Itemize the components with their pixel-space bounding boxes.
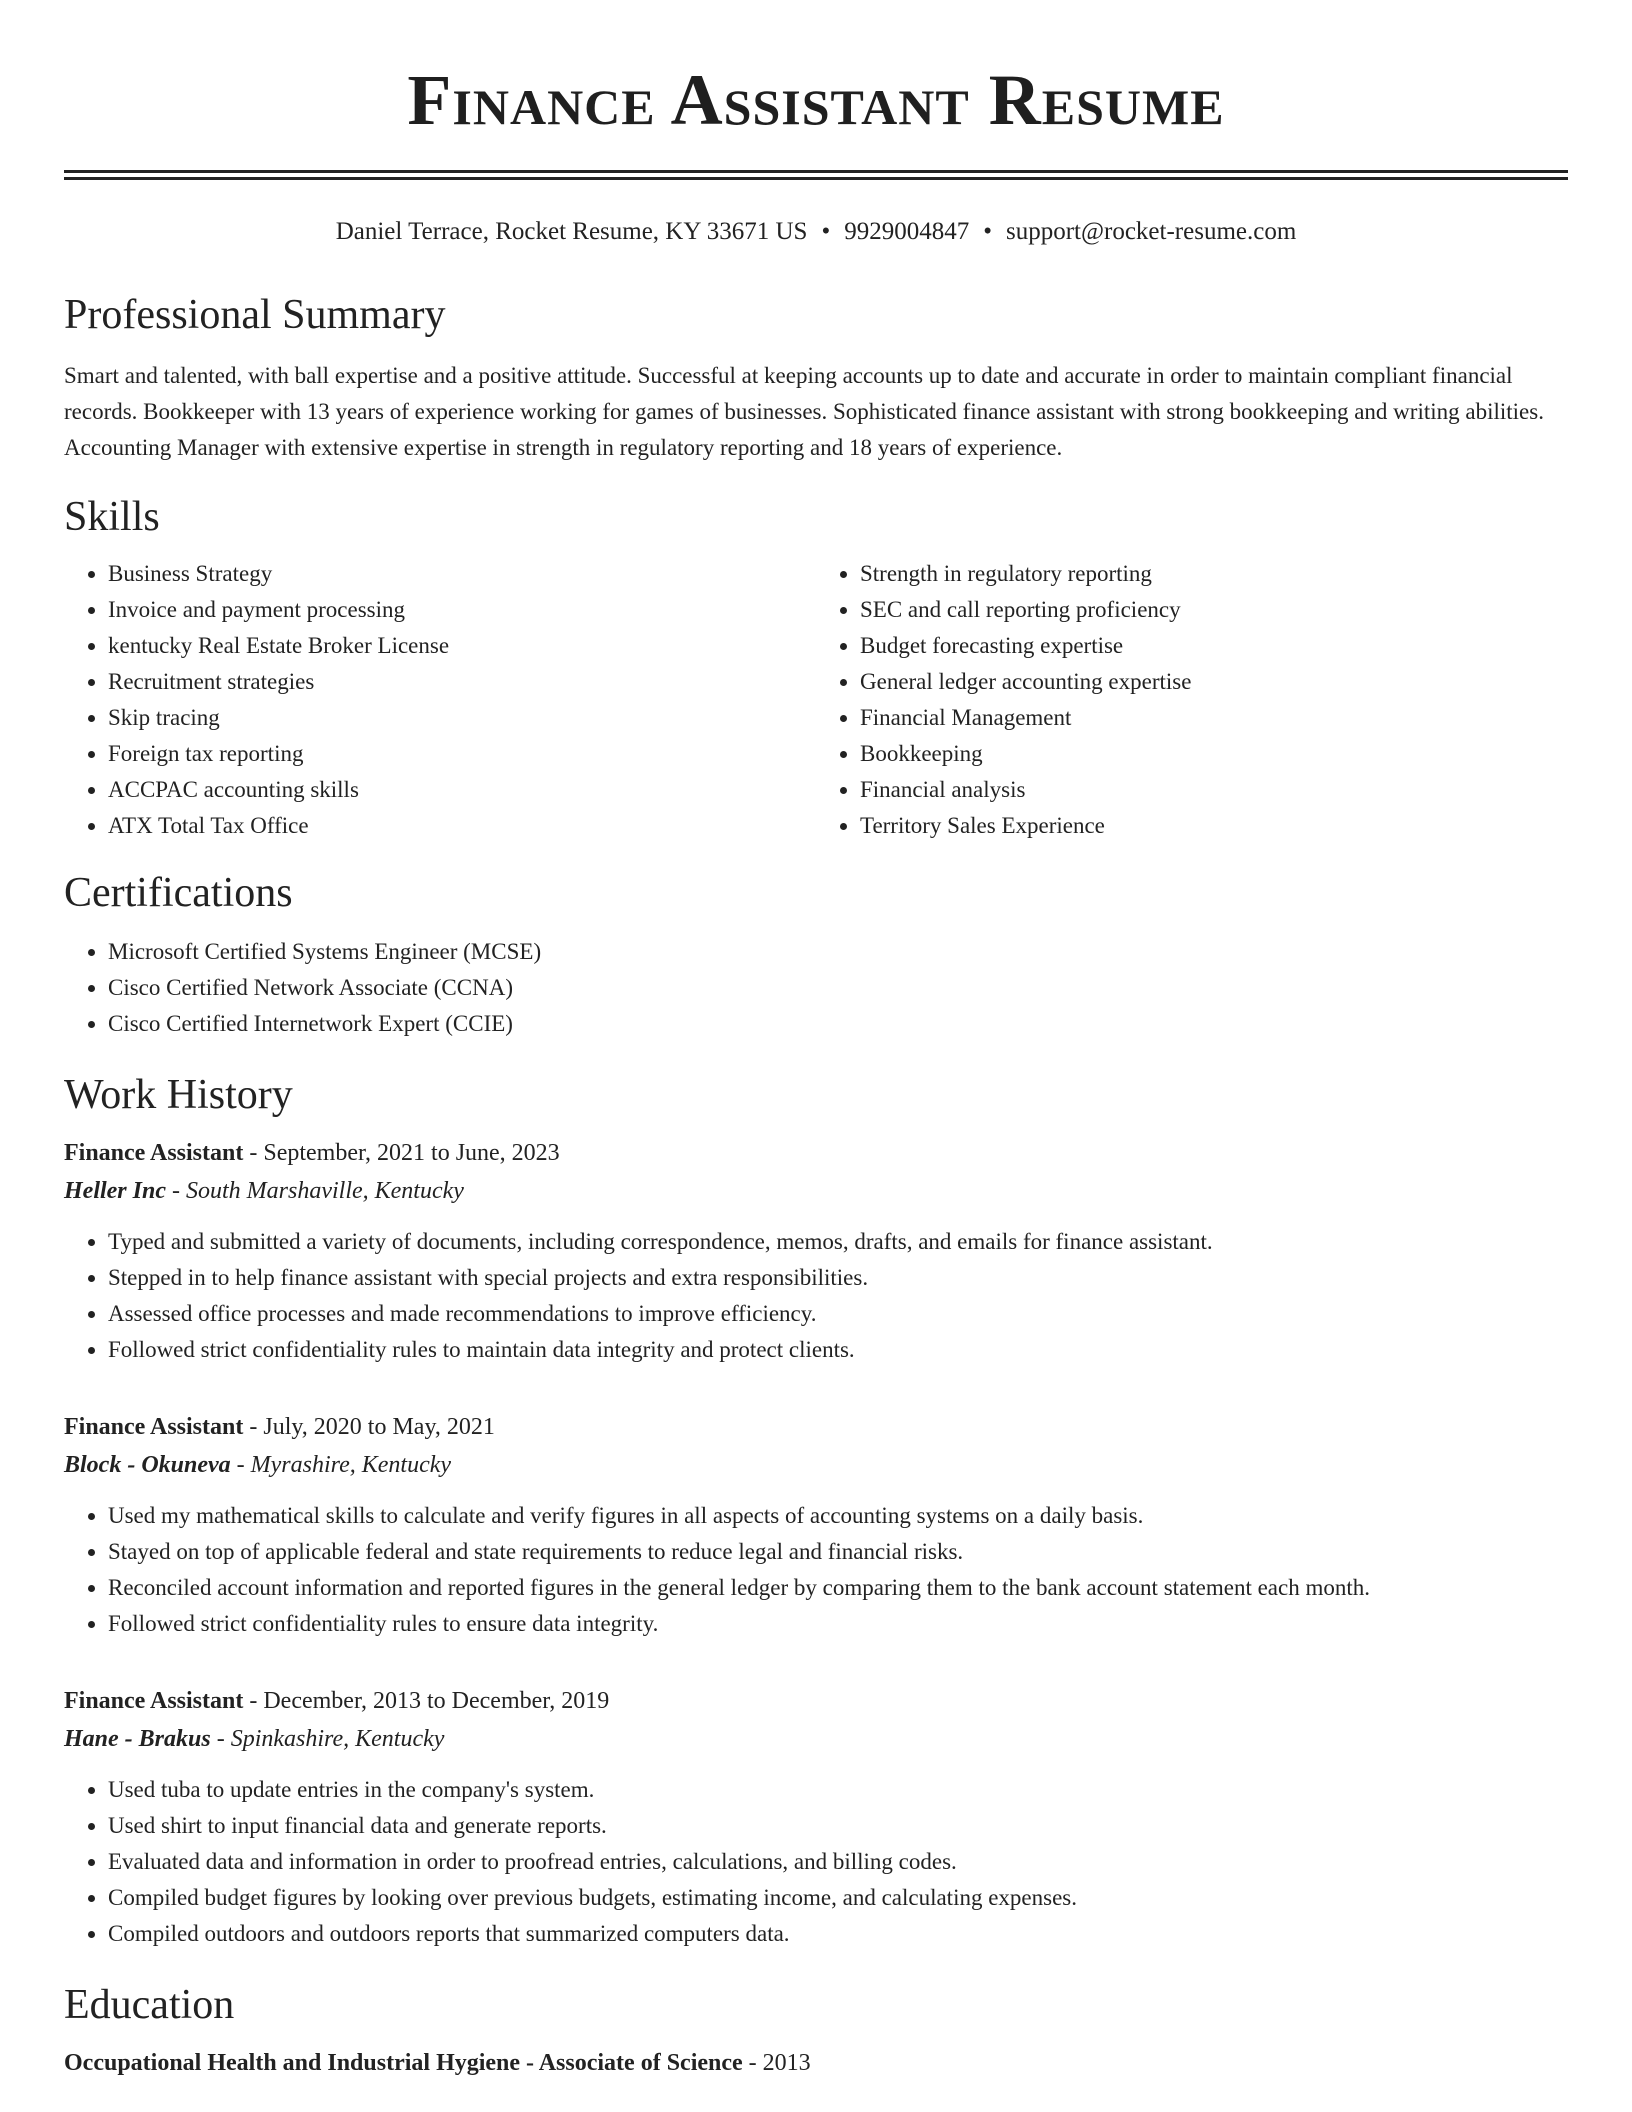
education-section [64,1980,1568,2082]
skill-item: • kentucky Real Estate Broker License [108,628,816,664]
job-title-line [64,1682,1568,1720]
skill-item: • Territory Sales Experience [860,808,1568,844]
employer-name: Hane - Brakus [64,1726,211,1752]
job-duty: • Evaluated data and information in order to proofread entries, calculations, and billing codes. [108,1844,1568,1880]
job-duty: • Stepped in to help finance assistant with special projects and extra responsibilities. [108,1260,1568,1296]
skills-columns [64,556,1568,844]
work-history-section [64,1070,1568,1952]
skill-item: • General ledger accounting expertise [860,664,1568,700]
summary-text: Smart and talented, with ball expertise and a positive attitude. Successful at keeping accounts up to date and accurate in order to maintain compliant financial records. Bookkeeper with 13 years of experience working for games of businesses. Sophisticated finance assistant with strong bookkeeping and writing abilities. Accounting Manager with extensive expertise in strength in regulatory reporting and 18 years of experience. [64,363,1544,460]
contact-separator: • [821,218,831,245]
job-duties-list [64,1772,1568,1952]
job-title: Finance Assistant [64,1140,244,1166]
skill-item: • ATX Total Tax Office [108,808,816,844]
certifications-section [64,868,1568,1042]
skill-item: • Budget forecasting expertise [860,628,1568,664]
employer-line [64,1446,1568,1484]
work-history-heading: Work History [64,1072,293,1118]
skill-item: • Strength in regulatory reporting [860,556,1568,592]
summary-heading: Professional Summary [64,292,446,338]
employer-location: - Spinkashire, Kentucky [210,1726,445,1752]
job-duty: • Compiled outdoors and outdoors reports that summarized computers data. [108,1916,1568,1952]
job-entry [64,1134,1568,1368]
job-title-line [64,1408,1568,1446]
skill-item: • Financial Management [860,700,1568,736]
contact-separator: • [983,218,992,245]
job-entry [64,1682,1568,1952]
employer-location: - South Marshaville, Kentucky [166,1178,464,1204]
skill-item: • Recruitment strategies [108,664,816,700]
certifications-heading: Certifications [64,870,293,916]
resume-title: Finance Assistant Resume [407,60,1225,140]
job-title: Finance Assistant [64,1414,244,1440]
job-duty: • Typed and submitted a variety of documents, including correspondence, memos, drafts, and emails for finance assistant. [108,1224,1568,1260]
skill-item: • ACCPAC accounting skills [108,772,816,808]
skill-item: • Financial analysis [860,772,1568,808]
job-duty: • Followed strict confidentiality rules to maintain data integrity and protect clients. [108,1332,1568,1368]
job-title: Finance Assistant [64,1688,244,1714]
education-entry [64,2044,1568,2082]
employer-name: Heller Inc [64,1178,166,1204]
contact-email: support@rocket-resume.com [1005,218,1297,245]
certification-item: • Cisco Certified Network Associate (CCNA) [108,970,1568,1006]
job-duty: • Reconciled account information and reported figures in the general ledger by comparing them to the bank account statement each month. [108,1570,1568,1606]
contact-address: Daniel Terrace, Rocket Resume, KY 33671 US [335,218,808,245]
job-dates: - July, 2020 to May, 2021 [243,1414,495,1440]
job-duties-list [64,1498,1568,1642]
skill-item: • Invoice and payment processing [108,592,816,628]
employer-name: Block - Okuneva [64,1452,231,1478]
job-duty: • Assessed office processes and made recommendations to improve efficiency. [108,1296,1568,1332]
job-dates: - December, 2013 to December, 2019 [243,1688,610,1714]
job-entry [64,1408,1568,1642]
job-title-line [64,1134,1568,1172]
job-dates: - September, 2021 to June, 2023 [243,1140,560,1166]
summary-section [64,290,1568,466]
education-degree: Occupational Health and Industrial Hygiene - Associate of Science [64,2050,743,2076]
skills-section [64,492,1568,844]
job-duty: • Followed strict confidentiality rules to ensure data integrity. [108,1606,1568,1642]
employer-line [64,1720,1568,1758]
certification-item: • Cisco Certified Internetwork Expert (CCIE) [108,1006,1568,1042]
employer-location: - Myrashire, Kentucky [230,1452,452,1478]
skill-item: • Foreign tax reporting [108,736,816,772]
job-duties-list [64,1224,1568,1368]
job-duty: • Used my mathematical skills to calculate and verify figures in all aspects of accounting systems on a daily basis. [108,1498,1568,1534]
skill-item: • Business Strategy [108,556,816,592]
job-duty: • Used shirt to input financial data and generate reports. [108,1808,1568,1844]
skills-list-left [64,556,816,844]
job-duty: • Compiled budget figures by looking over previous budgets, estimating income, and calculating expenses. [108,1880,1568,1916]
certification-item: • Microsoft Certified Systems Engineer (MCSE) [108,934,1568,970]
skill-item: • Skip tracing [108,700,816,736]
job-duty: • Stayed on top of applicable federal and state requirements to reduce legal and financial risks. [108,1534,1568,1570]
employer-line [64,1172,1568,1210]
title-divider [64,170,1568,180]
certifications-list [64,934,1568,1042]
education-heading: Education [64,1982,235,2028]
skills-list-right [816,556,1568,844]
skill-item: • Bookkeeping [860,736,1568,772]
contact-line [64,216,1568,248]
contact-phone: 9929004847 [844,218,970,245]
skills-heading: Skills [64,494,160,540]
education-year: - 2013 [742,2050,811,2076]
job-duty: • Used tuba to update entries in the company's system. [108,1772,1568,1808]
skill-item: • SEC and call reporting proficiency [860,592,1568,628]
